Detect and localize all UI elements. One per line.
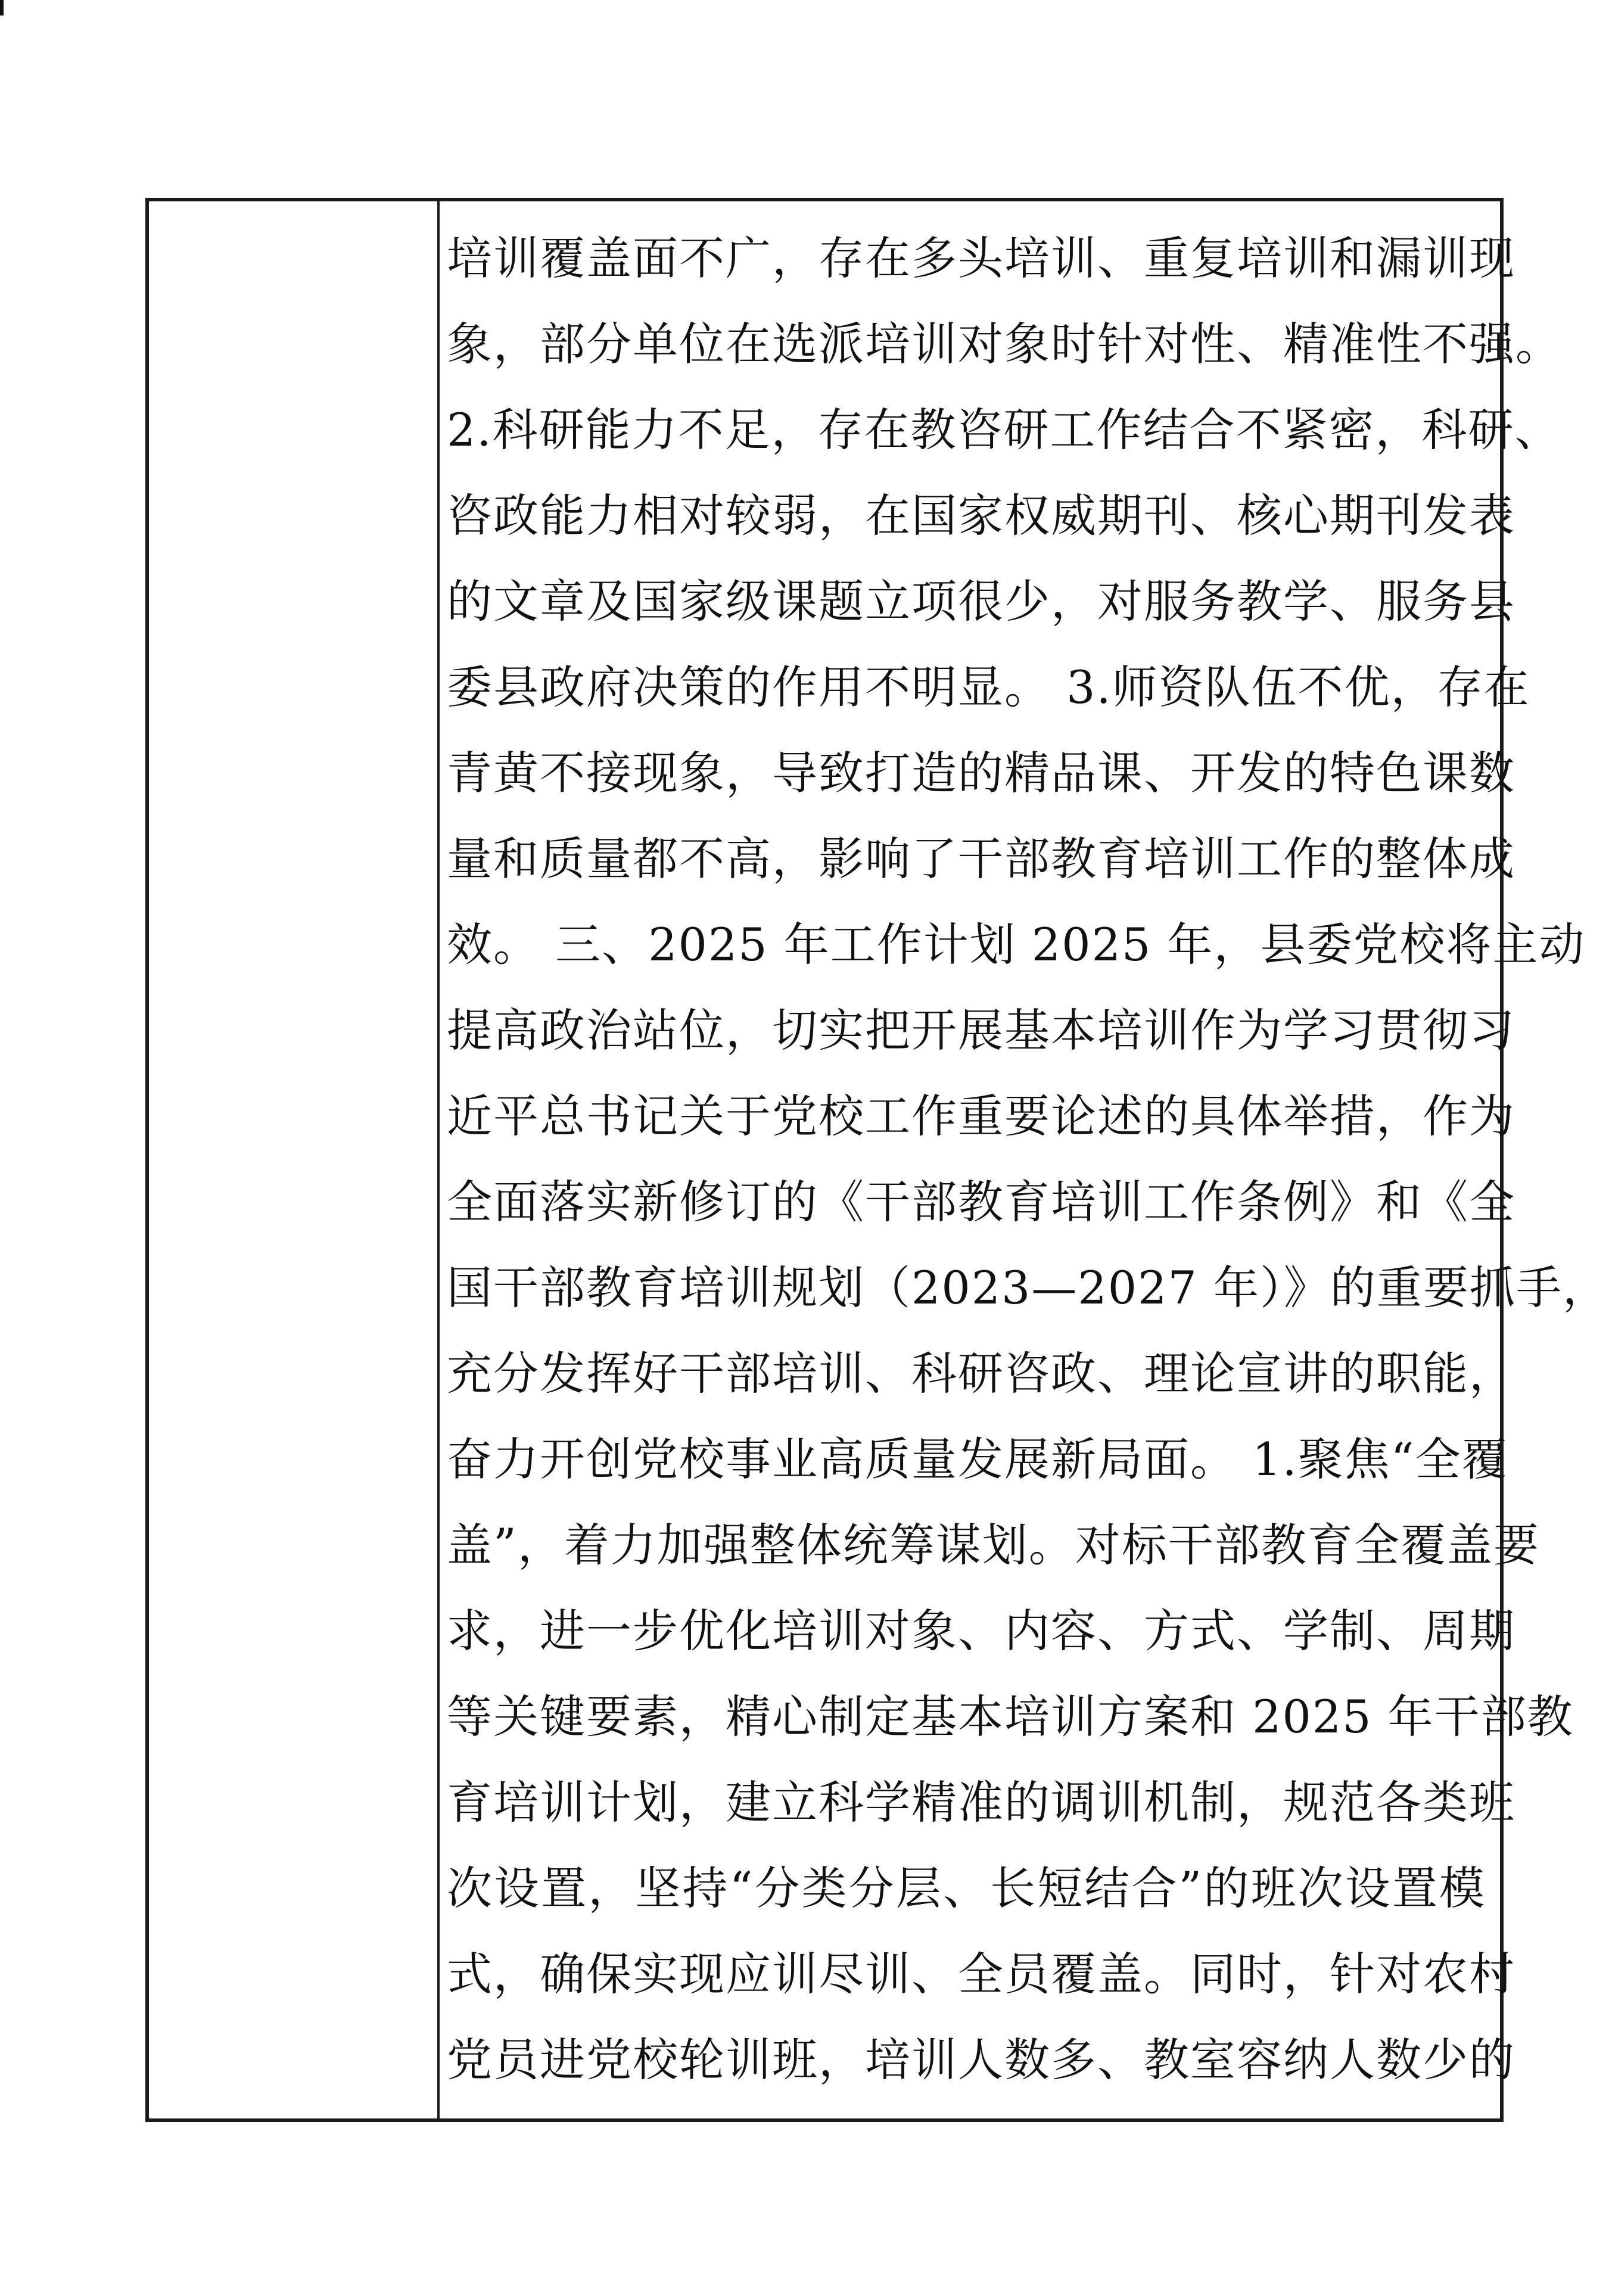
document-table (145, 198, 1609, 2122)
text-line: 等关键要素，精心制定基本培训方案和 2025 年干部教 (447, 1690, 1574, 1743)
text-line: 2.科研能力不足，存在教咨研工作结合不紧密，科研、 (447, 403, 1561, 456)
text-line: 党员进党校轮训班，培训人数多、教室容纳人数少的 (447, 2033, 1515, 2086)
text-line: 委县政府决策的作用不明显。 3.师资队伍不优，存在 (447, 661, 1530, 714)
text-line: 次设置，坚持“分类分层、长短结合”的班次设置模 (447, 1862, 1486, 1915)
text-line: 象，部分单位在选派培训对象时针对性、精准性不强。 (447, 318, 1562, 371)
text-line: 充分发挥好干部培训、科研咨政、理论宣讲的职能， (447, 1347, 1515, 1400)
text-line: 的文章及国家级课题立项很少，对服务教学、服务县 (447, 575, 1515, 628)
text-line: 青黄不接现象，导致打造的精品课、开发的特色课数 (447, 746, 1515, 799)
table-left-cell (149, 201, 437, 2118)
text-line: 育培训计划，建立科学精准的调训机制，规范各类班 (447, 1776, 1515, 1829)
scan-edge-mark (0, 0, 4, 15)
text-line: 国干部教育培训规划（2023—2027 年）》的重要抓手， (447, 1261, 1609, 1314)
text-line: 咨政能力相对较弱，在国家权威期刊、核心期刊发表 (447, 489, 1515, 542)
text-line: 提高政治站位，切实把开展基本培训作为学习贯彻习 (447, 1004, 1515, 1057)
table-column-divider (437, 201, 440, 2118)
text-line: 求，进一步优化培训对象、内容、方式、学制、周期 (447, 1604, 1515, 1657)
text-line: 奋力开创党校事业高质量发展新局面。 1.聚焦“全覆 (447, 1433, 1508, 1486)
text-line: 培训覆盖面不广，存在多头培训、重复培训和漏训现 (447, 232, 1515, 285)
text-line: 全面落实新修订的《干部教育培训工作条例》和《全 (447, 1175, 1515, 1228)
table-right-cell (447, 216, 1609, 2110)
text-line: 盖”，着力加强整体统筹谋划。对标干部教育全覆盖要 (447, 1519, 1540, 1572)
text-line: 近平总书记关于党校工作重要论述的具体举措，作为 (447, 1090, 1515, 1143)
text-line: 效。 三、2025 年工作计划 2025 年，县委党校将主动 (447, 918, 1586, 971)
text-line: 量和质量都不高，影响了干部教育培训工作的整体成 (447, 832, 1515, 885)
text-line: 式，确保实现应训尽训、全员覆盖。同时，针对农村 (447, 1947, 1515, 2001)
